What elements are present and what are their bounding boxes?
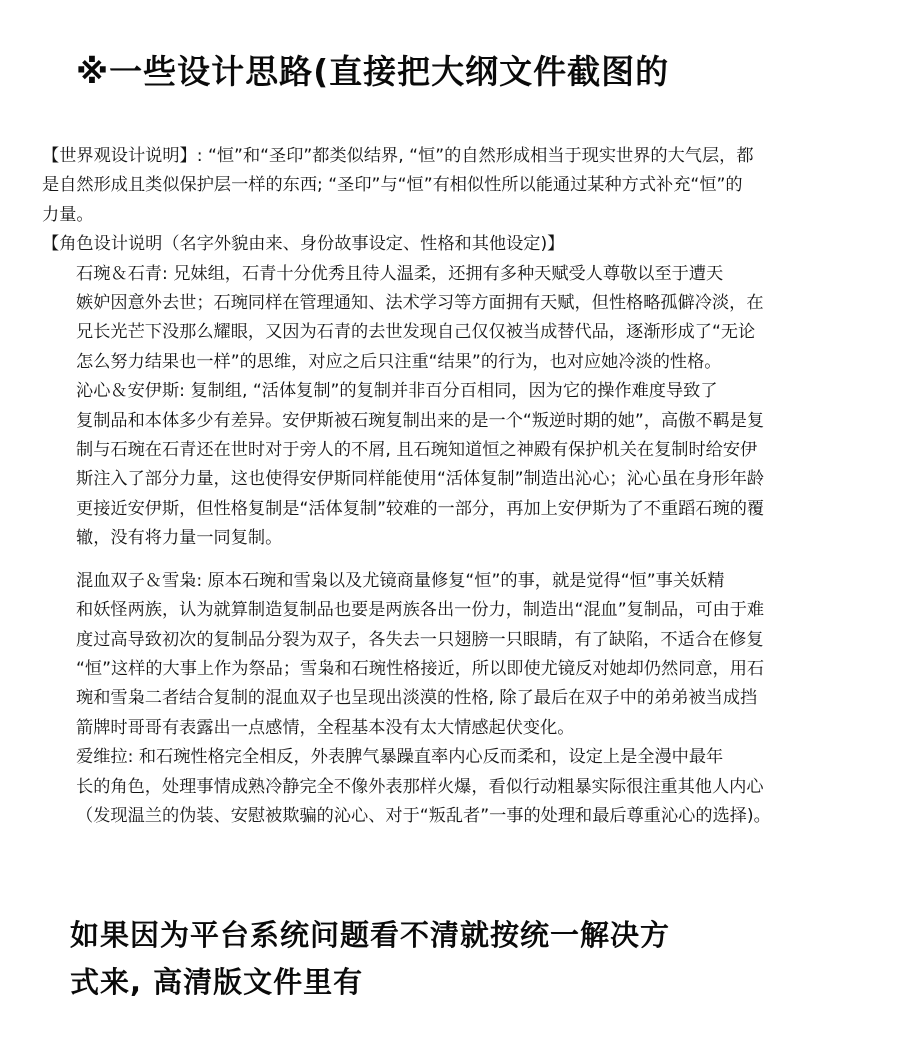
text-line: 嫉妒因意外去世；石琬同样在管理通知、法术学习等方面拥有天赋，但性格略孤僻冷淡，在 — [76, 293, 764, 314]
text-line: 制与石琬在石青还在世时对于旁人的不屑, 且石琬知道恒之神殿有保护机关在复制时给安伊 — [76, 440, 758, 461]
text-line: 石琬＆石青: 兄妹组，石青十分优秀且待人温柔，还拥有多种天赋受人尊敬以至于遭天 — [76, 263, 724, 284]
world-setting-paragraph — [42, 142, 862, 230]
text-line: 沁心＆安伊斯: 复制组, “活体复制”的复制并非百分百相同，因为它的操作难度导致了 — [76, 381, 718, 402]
text-line: 是自然形成且类似保护层一样的东西; “圣印”与“恒”有相似性所以能通过某种方式补充“恒”的 — [42, 175, 743, 196]
bottom-note — [70, 912, 860, 1006]
bottom-note-line: 式来, 高清版文件里有 — [70, 965, 364, 999]
character-paragraph-aiweila — [42, 743, 862, 831]
character-paragraph-shiwan-shiqing — [42, 260, 862, 378]
text-line: “恒”这样的大事上作为祭品；雪枭和石琬性格接近，所以即使尤镜反对她却仍然同意，用石 — [76, 658, 765, 679]
text-line: 更接近安伊斯，但性格复制是“活体复制”较难的一部分，再加上安伊斯为了不重蹈石琬的覆 — [76, 498, 765, 519]
text-line: 和妖怪两族，认为就算制造复制品也要是两族各出一份力，制造出“混血”复制品，可由于难 — [76, 600, 765, 621]
character-section-heading — [42, 230, 862, 259]
text-line: 复制品和本体多少有差异。安伊斯被石琬复制出来的是一个“叛逆时期的她”，高傲不羁是复 — [76, 410, 765, 431]
text-line: （发现温兰的伪装、安慰被欺骗的沁心、对于“叛乱者”一事的处理和最后尊重沁心的选择)。 — [76, 805, 771, 826]
text-line: 爱维拉: 和石琬性格完全相反，外表脾气暴躁直率内心反而柔和，设定上是全漫中最年 — [76, 747, 724, 768]
text-line: 箭牌时哥哥有表露出一点感情，全程基本没有太大情感起伏变化。 — [76, 717, 575, 738]
text-line: 长的角色，处理事情成熟冷静完全不像外表那样火爆，看似行动粗暴实际很注重其他人内心 — [76, 776, 764, 797]
text-line: 怎么努力结果也一样”的思维，对应之后只注重“结果”的行为，也对应她冷淡的性格。 — [76, 351, 722, 372]
text-line: 兄长光芒下没那么耀眼，又因为石青的去世发现自己仅仅被当成替代品，逐渐形成了“无论 — [76, 322, 756, 343]
text-line: 辙，没有将力量一同复制。 — [76, 528, 283, 549]
text-line: 斯注入了部分力量，这也使得安伊斯同样能使用“活体复制”制造出沁心；沁心虽在身形年龄 — [76, 469, 765, 490]
text-line: 度过高导致初次的复制品分裂为双子，各失去一只翅膀一只眼睛，有了缺陷，不适合在修复 — [76, 629, 764, 650]
outline-document — [42, 142, 862, 831]
text-line: 【角色设计说明（名字外貌由来、身份故事设定、性格和其他设定)】 — [42, 234, 565, 255]
text-line: 琬和雪枭二者结合复制的混血双子也呈现出淡漠的性格, 除了最后在双子中的弟弟被当成挡 — [76, 688, 758, 709]
bottom-note-line: 如果因为平台系统问题看不清就按统一解决方 — [70, 918, 671, 952]
character-paragraph-twins-xuexiao — [42, 567, 862, 743]
page-title: ※一些设计思路(直接把大纲文件截图的 — [76, 52, 670, 91]
character-paragraph-qinxin-anyisi — [42, 377, 862, 553]
text-line: 【世界观设计说明】: “恒”和“圣印”都类似结界, “恒”的自然形成相当于现实世界的大气层，都 — [42, 146, 754, 166]
text-line: 力量。 — [42, 204, 94, 225]
text-line: 混血双子＆雪枭: 原本石琬和雪枭以及尤镜商量修复“恒”的事，就是觉得“恒”事关妖精 — [76, 570, 725, 591]
